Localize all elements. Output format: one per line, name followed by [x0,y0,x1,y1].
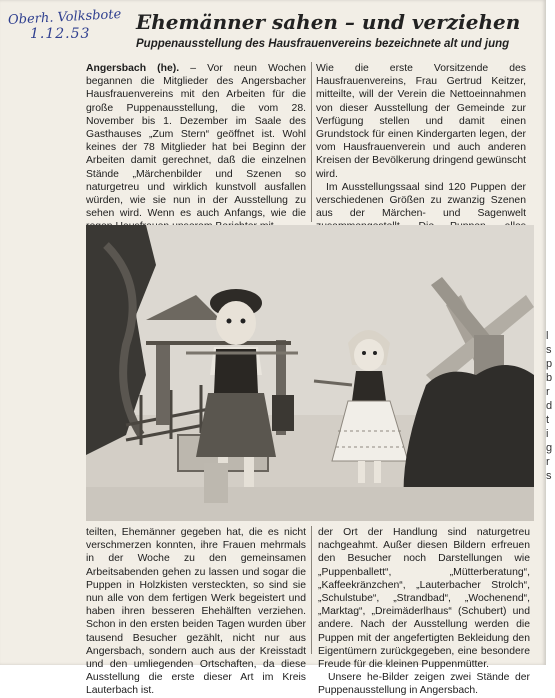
column-2-paragraph-1: Wie die erste Vorsitzende des Hausfrauenvereins, Frau Gertrud Keitzer, mitteilte, will der Verein die Nettoeinnahmen von dieser Ausstellung der Gemeinde zur Verfügung stellen und damit einen Grundstock für einen Kindergarten legen, der vom Hausfrauenverein und auch anderen Kreisen der Bevölkerung dringend gewünscht wird. [316,63,526,180]
article-column-4 [318,526,530,698]
edge-fragment: i [546,428,549,440]
handwritten-source: Oberh. Volksbote [7,7,122,28]
column-rule-top [311,62,312,222]
card-holder [204,463,228,503]
column-4-paragraph-1: der Ort der Handlung sind naturgetreu nachgeahmt. Außer diesen Bildern erfreuen den Besucher noch Darstellungen wie „Puppenballett“, „Mütterberatung“, „Kaffeekränzchen“, „Lauterbacher Strolch“, „Schulstube“, „Strandbad“, „Wochenend“, „Marktag“, „Dreimäderlhaus“ (Schubert) und andere. Nach der Ausstellung werden die Puppen mit der angefertigten Bekleidung den Eigentümern zurückgegeben, eine besondere Freude für die kleinen Puppenmütter. [318,527,530,671]
column-rule-bottom [311,526,312,654]
edge-fragment: d [546,400,553,412]
dateline: Angersbach (he). [86,63,180,74]
article-column-2 [316,62,526,247]
edge-fragment: b [546,372,553,384]
column-1-text: – Vor neun Wochen begannen die Mitglieder des Angersbacher Hausfrauenvereins mit den Arbeiten für die große Puppenausstellung, die vom 28. November bis 1. Dezember im Saale des Gasthauses „Zum Stern“ geöffnet ist. Wohl keines der 78 Mitglieder hat bei Beginn der Arbeiten damit gerechnet, daß die einzelnen Stände „Märchenbilder und Szenen so naturgetreu und wirklich kunstvoll ausfallen würden, wie sie nun in der Ausstellung zu sehen wird. Wenn es auch Anfangs, wie die [86,63,307,220]
column-4-paragraph-2: Unsere he-Bilder zeigen zwei Stände der Puppenausstellung in Angersbach. [318,672,530,697]
edge-fragment: r [546,456,550,468]
edge-fragment: t [546,414,550,426]
column-2-paragraph-2: Im Ausstellungssaal sind 120 Puppen der verschiedenen Größen zu zwanzig Szenen aus der Märchen- und Sagenwelt [316,181,526,220]
edge-fragment: r [546,386,550,398]
doll-exhibition-photo [86,225,534,521]
photo-illustration [86,225,534,521]
edge-fragment: s [546,470,552,482]
subheadline: Puppenausstellung des Hausfrauenvereins bezeichnete alt und jung [136,38,510,50]
edge-fragment: l [546,330,549,342]
handwritten-date: 1.12.53 [30,26,91,42]
display-base [86,487,534,521]
edge-fragment: p [546,358,553,370]
edge-fragment: s [546,344,552,356]
edge-fragment: g [546,442,553,454]
article-column-3: teilten, Ehemänner gegeben hat, die es nicht verschmerzen konnten, ihre Frauen mehrmals in der Woche zu den gemeinsamen Arbeitsabenden gehen zu lassen und sogar die Puppen in Holzkisten versteckten, so sind sie nun alle von dem fertigen Werk begeistert und haben ihren besseren Ehehälften verziehen. Schon in den ersten beiden Tagen wurden über tausend Besucher gezählt, nicht nur aus Angersbach, sondern auch aus der Kreisstadt und den umliegenden Ortschaften, da diese Ausstellung die erste dieser Art im Kreis Lauterbach ist. [86,527,306,697]
headline: Ehemänner sahen – und verziehen [136,10,521,34]
article-column-1 [86,62,306,234]
